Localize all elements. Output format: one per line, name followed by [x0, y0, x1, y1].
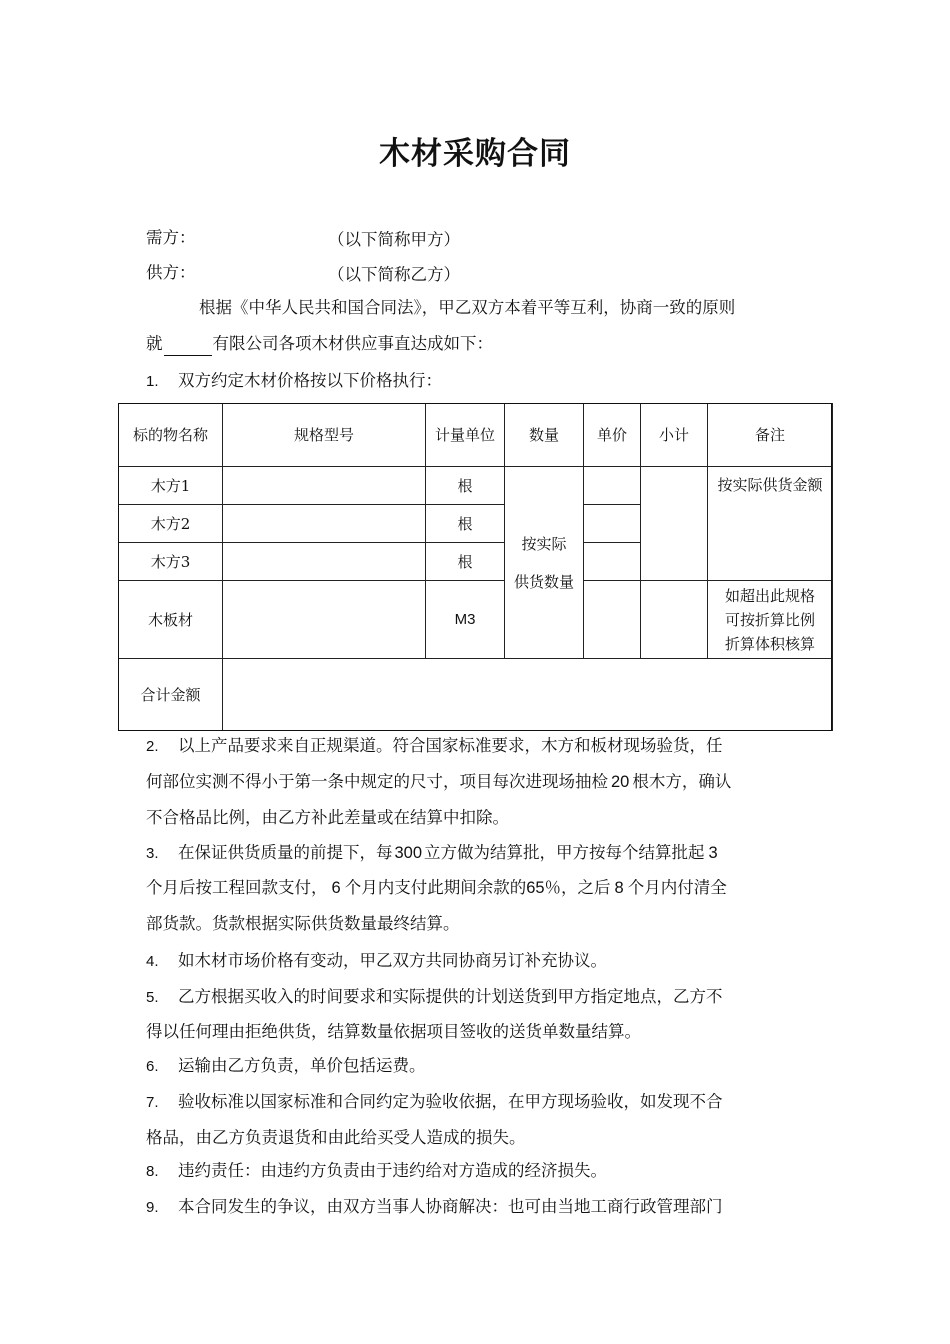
clause-7-line-1	[146, 1090, 723, 1115]
item-name-cell: 木方1	[119, 467, 223, 505]
clause-8	[146, 1159, 607, 1184]
clause-text: 立方做为结算批，甲方按每个结算批起	[424, 843, 705, 862]
clause-number: 6.	[146, 1058, 159, 1075]
clause-5-line-1	[146, 985, 723, 1010]
clause-number-value: 20	[611, 773, 630, 791]
clause-text: 根木方，确认	[632, 772, 732, 791]
remark-line: 折算体积核算	[724, 634, 815, 653]
clause-3-line-1	[146, 841, 718, 866]
item-name-cell: 木方3	[119, 543, 223, 581]
clause-2-line-1	[146, 734, 723, 759]
spec-cell	[223, 581, 426, 659]
clause-number: 9.	[146, 1199, 159, 1216]
clause-text: 个月后按工程回款支付，	[146, 878, 328, 897]
table-row	[119, 467, 833, 505]
contract-title: 木材采购合同	[379, 136, 571, 172]
clause-text: 如木材市场价格有变动，甲乙双方共同协商另订补充协议。	[178, 951, 607, 970]
clause-number-value: 8	[614, 879, 624, 897]
clause-text: 个月内支付此期间余款的	[344, 878, 527, 897]
clause-number: 8.	[146, 1163, 159, 1180]
header-cell: 数量	[505, 404, 584, 467]
table-row	[119, 581, 833, 659]
clause-7-line-2: 格品，由乙方负责退货和由此给买受人造成的损失。	[146, 1128, 526, 1147]
buyer-line	[146, 226, 196, 250]
clause-9	[146, 1195, 723, 1220]
clause-text: ％，之后	[544, 878, 611, 897]
intro-line-2	[146, 332, 493, 356]
header-cell: 备注	[708, 404, 833, 467]
spec-cell	[223, 505, 426, 543]
clause-2-line-2	[146, 770, 731, 794]
clause-6	[146, 1054, 426, 1079]
total-value-cell	[223, 659, 833, 731]
project-name-blank	[164, 337, 212, 356]
total-label-cell: 合计金额	[119, 659, 223, 731]
quantity-cell	[505, 467, 584, 659]
intro-prefix: 就	[146, 334, 163, 353]
clause-text: 乙方根据买收入的时间要求和实际提供的计划送货到甲方指定地点，乙方不	[178, 987, 723, 1006]
clause-number-value: 3	[708, 844, 718, 862]
item-name-cell: 木板材	[119, 581, 223, 659]
total-row	[119, 659, 833, 731]
clause-number: 5.	[146, 989, 159, 1006]
seller-note: （以下简称乙方）	[328, 265, 460, 284]
clause-number: 4.	[146, 953, 159, 970]
clause-number-value: 300	[394, 844, 423, 862]
clause-number: 2.	[146, 738, 159, 755]
clause-number-value: 65	[526, 879, 545, 897]
unit-price-cell	[584, 581, 641, 659]
clause-4	[146, 949, 607, 974]
spec-cell	[223, 467, 426, 505]
header-cell: 计量单位	[426, 404, 505, 467]
remark-cell	[708, 581, 833, 659]
intro-line-1: 根据《中华人民共和国合同法》，甲乙双方本着平等互利，协商一致的原则	[199, 298, 736, 317]
clause-text: 个月内付清全	[627, 878, 727, 897]
clause-1	[146, 369, 442, 394]
subtotal-cell	[641, 581, 708, 659]
seller-line	[146, 261, 196, 285]
unit-price-cell	[584, 467, 641, 505]
clause-3-line-3: 部货款。货款根据实际供货数量最终结算。	[146, 914, 460, 933]
clause-5-line-2: 得以任何理由拒绝供货，结算数量依据项目签收的送货单数量结算。	[146, 1022, 641, 1041]
clause-text: 运输由乙方负责，单价包括运费。	[178, 1056, 426, 1075]
clause-number-value: 6	[331, 879, 341, 897]
clause-text: 双方约定木材价格按以下价格执行：	[178, 371, 442, 390]
clause-number: 1.	[146, 373, 159, 390]
buyer-note: （以下简称甲方）	[328, 230, 460, 249]
clause-number: 3.	[146, 845, 159, 862]
clause-text: 验收标准以国家标准和合同约定为验收依据，在甲方现场验收，如发现不合	[178, 1092, 723, 1111]
unit-cell: M3	[426, 581, 505, 659]
clause-text: 本合同发生的争议，由双方当事人协商解决：也可由当地工商行政管理部门	[178, 1197, 723, 1216]
item-name-cell: 木方2	[119, 505, 223, 543]
unit-cell: 根	[426, 467, 505, 505]
clause-text: 违约责任：由违约方负责由于违约给对方造成的经济损失。	[178, 1161, 607, 1180]
unit-price-cell	[584, 543, 641, 581]
clause-text: 在保证供货质量的前提下，每	[178, 843, 393, 862]
quantity-note-line: 供货数量	[513, 572, 574, 591]
quantity-note-line: 按实际	[521, 534, 567, 553]
clause-text: 以上产品要求来自正规渠道。符合国家标准要求，木方和板材现场验货，任	[178, 736, 723, 755]
table-header-row	[119, 404, 833, 467]
spec-cell	[223, 543, 426, 581]
unit-cell: 根	[426, 543, 505, 581]
header-cell: 小计	[641, 404, 708, 467]
remark-line: 如超出此规格	[724, 586, 815, 605]
header-cell: 规格型号	[223, 404, 426, 467]
remark-cell: 按实际供货金额	[708, 467, 833, 581]
header-cell: 单价	[584, 404, 641, 467]
clause-text: 何部位实测不得小于第一条中规定的尺寸，项目每次进现场抽检	[146, 772, 608, 791]
unit-cell: 根	[426, 505, 505, 543]
clause-number: 7.	[146, 1094, 159, 1111]
clause-3-line-2	[146, 876, 727, 900]
intro-suffix: 有限公司各项木材供应事直达成如下：	[212, 334, 493, 353]
price-table	[118, 403, 833, 731]
remark-line: 可按折算比例	[724, 610, 815, 629]
subtotal-cell	[641, 467, 708, 581]
seller-label: 供方：	[146, 263, 196, 282]
clause-2-line-3: 不合格品比例，由乙方补此差量或在结算中扣除。	[146, 808, 509, 827]
unit-price-cell	[584, 505, 641, 543]
header-cell: 标的物名称	[119, 404, 223, 467]
buyer-label: 需方：	[146, 228, 196, 247]
